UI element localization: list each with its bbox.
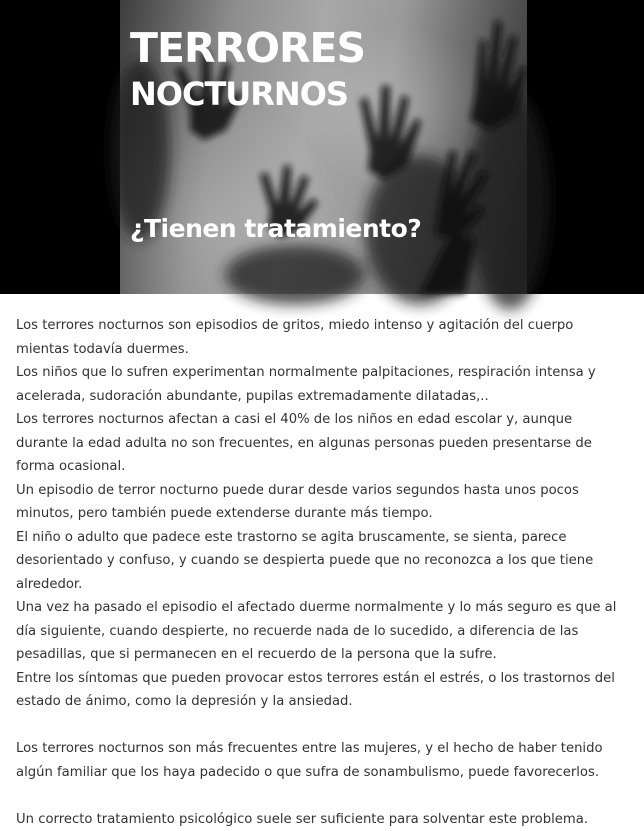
article-paragraph: Entre los síntomas que pueden provocar estos terrores están el estrés, o los trastornos del estado de ánimo, como la depresión y la ansiedad.	[16, 667, 628, 714]
article-paragraph: Una vez ha pasado el episodio el afectado duerme normalmente y lo más seguro es que al día siguiente, cuando despierte, no recuerde nada de lo sucedido, a diferencia de las pesadillas, que si permanecen en el recuerdo de la persona que la sufre.	[16, 596, 628, 667]
article-paragraph: Los terrores nocturnos son más frecuentes entre las mujeres, y el hecho de haber tenido algún familiar que los haya padecido o que sufra de sonambulismo, puede favorecerlos.	[16, 737, 628, 784]
article-paragraph: Los terrores nocturnos son episodios de gritos, miedo intenso y agitación del cuerpo mientas todavía duermes.	[16, 314, 628, 361]
article-paragraph: Un episodio de terror nocturno puede durar desde varios segundos hasta unos pocos minutos, pero también puede extenderse durante más tiempo.	[16, 479, 628, 526]
hero-banner	[0, 0, 644, 294]
article-paragraph: Los terrores nocturnos afectan a casi el 40% de los niños en edad escolar y, aunque durante la edad adulta no son frecuentes, en algunas personas pueden presentarse de forma ocasional.	[16, 408, 628, 479]
hero-title-line-1: TERRORES	[130, 28, 365, 69]
article-paragraph: Los niños que lo sufren experimentan normalmente palpitaciones, respiración intensa y acelerada, sudoración abundante, pupilas extremadamente dilatadas,..	[16, 361, 628, 408]
hero-image	[120, 0, 527, 294]
article-paragraph: El niño o adulto que padece este trastorno se agita bruscamente, se sienta, parece desorientado y confuso, y cuando se despierta puede que no reconozca a los que tiene alrededor.	[16, 526, 628, 597]
hero-title-line-2: NOCTURNOS	[130, 78, 348, 110]
article-body	[16, 314, 628, 831]
article-paragraph: Un correcto tratamiento psicológico suele ser suficiente para solventar este problema.	[16, 808, 628, 831]
hero-subtitle: ¿Tienen tratamiento?	[130, 216, 421, 241]
